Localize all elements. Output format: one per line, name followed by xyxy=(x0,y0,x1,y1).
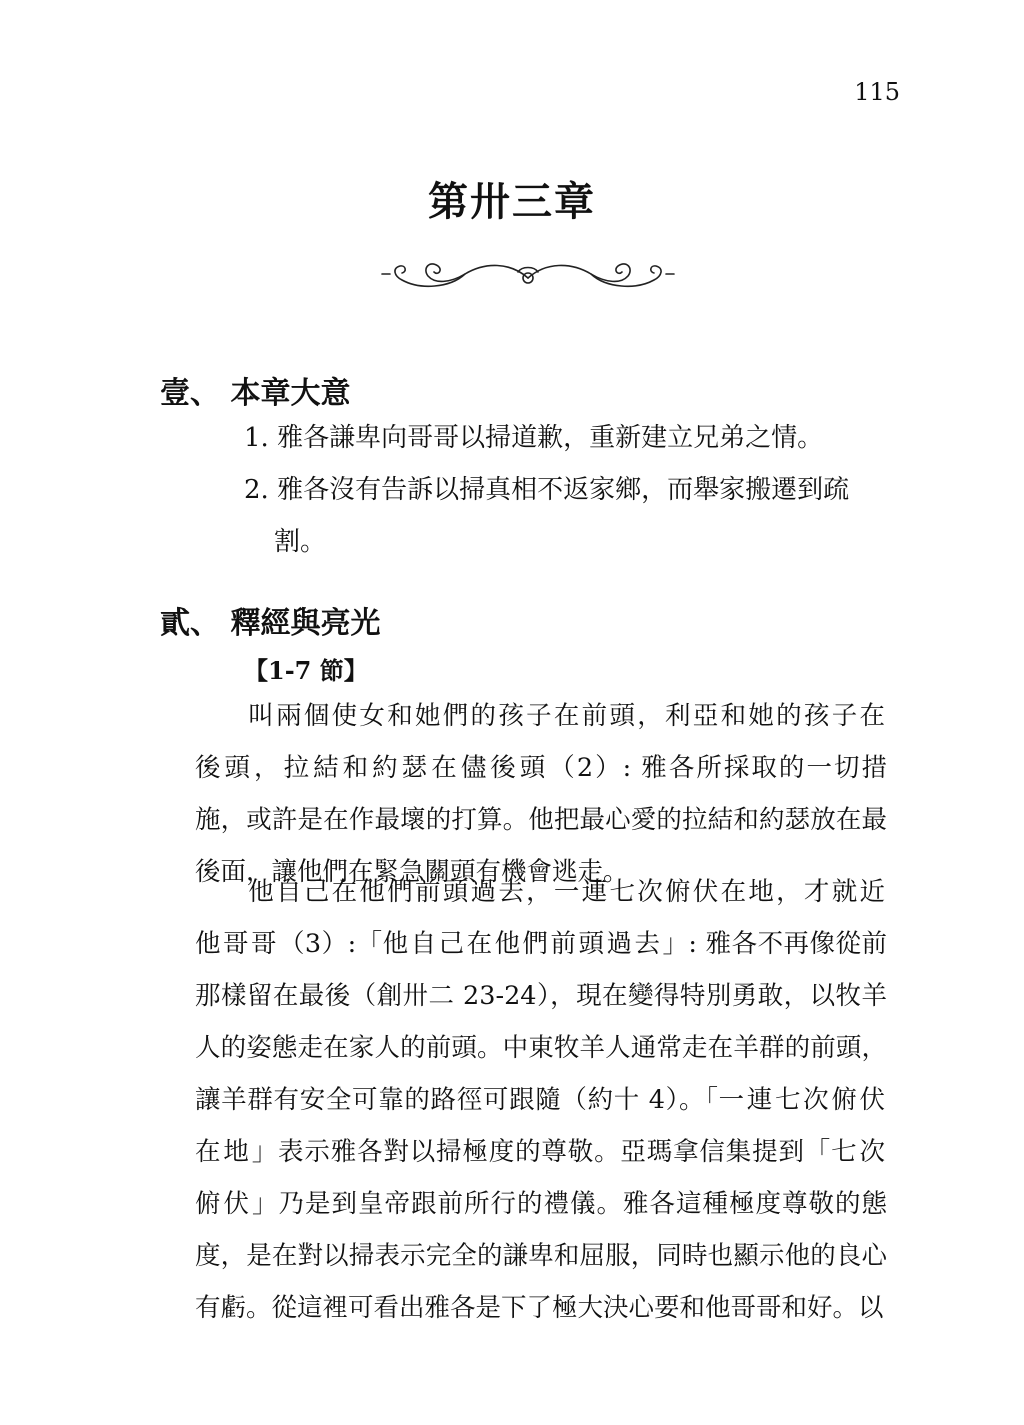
page-number: 115 xyxy=(854,78,900,106)
scripture-quote: 七次俯伏 xyxy=(195,1137,887,1219)
scripture-quote: 一連七次俯伏在地 xyxy=(195,1085,887,1167)
commentary-text: 」乃是到皇帝跟前所行的禮儀。雅各這種極度尊敬的態度，是在對以掃表示完全的謙卑和屈服，同時也顯示他的良心有虧。從這裡可看出雅各是下了極大決心要和他哥哥和好。以 xyxy=(195,1189,887,1323)
summary-item-text: 1. 雅各謙卑向哥哥以掃道歉，重新建立兄弟之情。 xyxy=(244,423,824,453)
summary-item-text: 2. 雅各沒有告訴以掃真相不返家鄉，而舉家搬遷到疏 xyxy=(244,475,850,505)
scripture-quote: 叫兩個使女和她們的孩子在前頭，利亞和她的孩子在後頭，拉結和約瑟在儘後頭 xyxy=(195,701,887,783)
paragraph-verse-3 xyxy=(195,866,887,1334)
commentary-text: 」表示雅各對以掃極度的尊敬。亞瑪拿信集提到「 xyxy=(251,1137,832,1167)
summary-item-1 xyxy=(244,412,823,464)
scripture-quote: 他自己在他們前頭過去，一連七次俯伏在地，才就近他哥哥 xyxy=(195,877,887,959)
summary-item-2 xyxy=(244,464,849,568)
summary-item-continuation: 割。 xyxy=(274,527,327,557)
section-heading-summary: 壹、 本章大意 xyxy=(160,376,351,411)
scripture-quote: 他自己在他們前頭過去 xyxy=(382,929,663,959)
commentary-text: 」: 雅各不再像從前那樣留在最後（創卅二 23-24），現在變得特別勇敢，以牧羊人的姿態走在家人的前頭。中東牧羊人通常走在羊群的前頭，讓羊群有安全可靠的路徑可跟隨（約十 4）。「 xyxy=(195,929,887,1115)
commentary-text: （3）:「 xyxy=(278,929,383,959)
commentary-text: （2）: 雅各所採取的一切措施，或許是在作最壞的打算。他把最心愛的拉結和約瑟放在最後面，讓他們在緊急關頭有機會逃走。 xyxy=(195,753,887,887)
chapter-title: 第卅三章 xyxy=(428,178,596,225)
section-heading-exegesis: 貳、 釋經與亮光 xyxy=(160,606,381,641)
verse-reference: 【1-7 節】 xyxy=(244,656,368,685)
decorative-flourish-icon xyxy=(380,252,676,300)
